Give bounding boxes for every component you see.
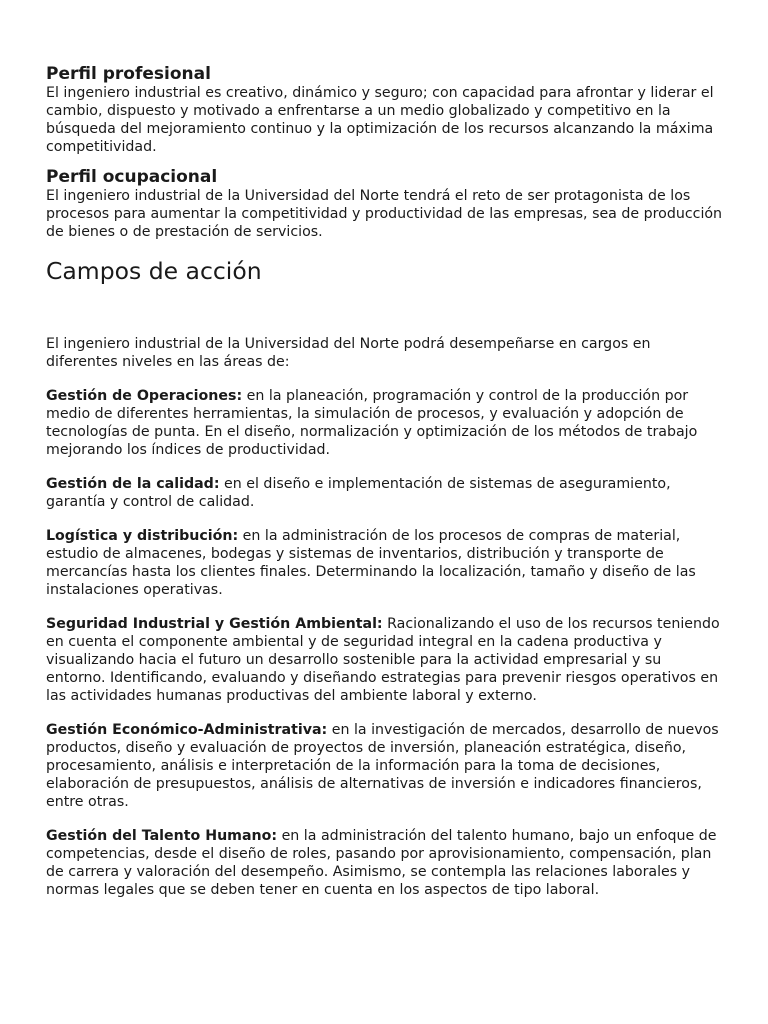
- area-paragraph: [46, 387, 724, 459]
- area-title: Gestión de la calidad:: [46, 476, 220, 492]
- area-paragraph: [46, 721, 724, 811]
- perfil-profesional-text: El ingeniero industrial es creativo, dinámico y seguro; con capacidad para afrontar y liderar el cambio, dispuesto y motivado a enfrentarse a un medio globalizado y competitivo en la búsqueda del mejoramiento continuo y la optimización de los recursos alcanzando la máxima competitividad.: [46, 85, 714, 155]
- area-title: Logística y distribución:: [46, 528, 239, 544]
- area-text: en la administración del talento humano, bajo un enfoque de competencias, desde el diseño de roles, pasando por aprovisionamiento, compensación, plan de carrera y valoración del desempeño. Asimismo, se contempla las relaciones laborales y normas legales que se deben tener en cuenta en los aspectos de tipo laboral.: [46, 828, 717, 898]
- area-title: Gestión Económico-Administrativa:: [46, 722, 328, 738]
- campos-de-accion-heading: Campos de acción: [46, 257, 262, 285]
- area-paragraph: [46, 615, 724, 705]
- perfil-ocupacional-heading: Perfil ocupacional: [46, 167, 218, 187]
- area-text: en el diseño e implementación de sistemas de aseguramiento, garantía y control de calidad.: [46, 476, 671, 510]
- area-text: en la administración de los procesos de compras de material, estudio de almacenes, bodegas y sistemas de inventarios, distribución y transporte de mercancías hasta los clientes finales. Determinando la localización, tamaño y diseño de las instalaciones operativas.: [46, 528, 696, 598]
- area-paragraph: [46, 827, 724, 899]
- area-title: Gestión del Talento Humano:: [46, 828, 278, 844]
- area-text: Racionalizando el uso de los recursos teniendo en cuenta el componente ambiental y de seguridad integral en la cadena productiva y visualizando hacia el futuro un desarrollo sostenible para la actividad empresarial y su entorno. Identificando, evaluando y diseñando estrategias para prevenir riesgos operativos en las actividades humanas productivas del ambiente laboral y externo.: [46, 616, 720, 704]
- perfil-profesional-heading: Perfil profesional: [46, 64, 211, 84]
- area-paragraph: [46, 527, 724, 599]
- campos-intro-text: El ingeniero industrial de la Universidad del Norte podrá desempeñarse en cargos en diferentes niveles en las áreas de:: [46, 336, 651, 370]
- perfil-ocupacional-text: El ingeniero industrial de la Universidad del Norte tendrá el reto de ser protagonista de los procesos para aumentar la competitividad y productividad de las empresas, sea de producción de bienes o de prestación de servicios.: [46, 188, 723, 240]
- area-title: Gestión de Operaciones:: [46, 388, 243, 404]
- area-paragraph: [46, 475, 724, 511]
- area-text: en la planeación, programación y control de la producción por medio de diferentes herramientas, la simulación de procesos, y evaluación y adopción de tecnologías de punta. En el diseño, normalización y optimización de los métodos de trabajo mejorando los índices de productividad.: [46, 388, 698, 458]
- area-text: en la investigación de mercados, desarrollo de nuevos productos, diseño y evaluación de proyectos de inversión, planeación estratégica, diseño, procesamiento, análisis e interpretación de la información para la toma de decisiones, elaboración de presupuestos, análisis de alternativas de inversión e indicadores financieros, entre otras.: [46, 722, 719, 810]
- area-title: Seguridad Industrial y Gestión Ambiental:: [46, 616, 383, 632]
